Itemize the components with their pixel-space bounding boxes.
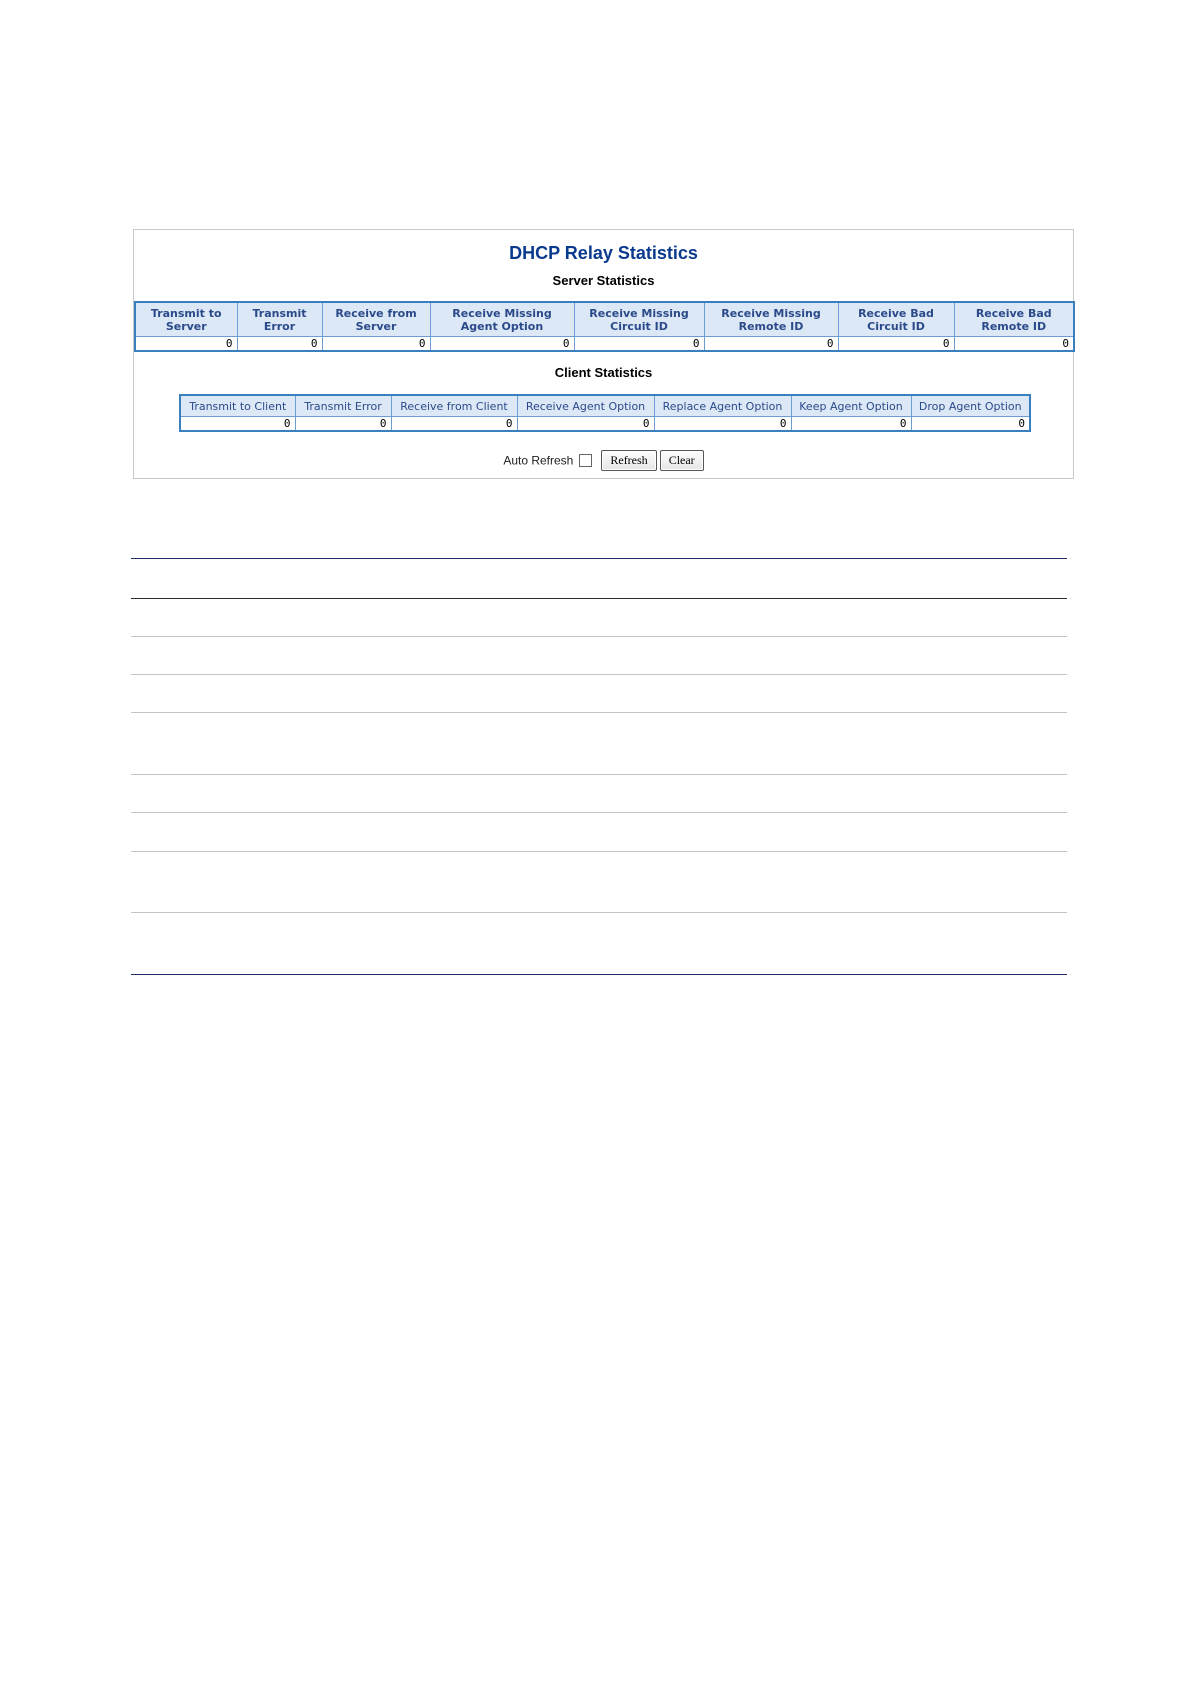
header-transmit-error: Transmit Error — [237, 302, 322, 337]
dhcp-relay-statistics-panel — [133, 229, 1074, 479]
refresh-controls — [134, 450, 1073, 471]
header-receive-agent-option: Receive Agent Option — [517, 395, 654, 417]
header-receive-bad-remote-id: Receive Bad Remote ID — [954, 302, 1074, 337]
server-statistics-heading: Server Statistics — [552, 273, 655, 288]
table-bottom-rule — [131, 974, 1067, 975]
value-receive-agent-option: 0 — [517, 417, 654, 432]
clear-button[interactable]: Clear — [660, 450, 704, 471]
table-row-divider — [131, 636, 1067, 637]
page-title: DHCP Relay Statistics — [509, 243, 698, 263]
value-receive-from-client: 0 — [391, 417, 517, 432]
server-statistics-table — [134, 301, 1075, 352]
table-header-rule — [131, 598, 1067, 599]
header-receive-from-server: Receive from Server — [322, 302, 430, 337]
value-transmit-error: 0 — [237, 337, 322, 352]
header-client-transmit-error: Transmit Error — [295, 395, 391, 417]
header-receive-bad-circuit-id: Receive Bad Circuit ID — [838, 302, 954, 337]
header-transmit-to-client: Transmit to Client — [180, 395, 295, 417]
header-receive-missing-circuit-id: Receive Missing Circuit ID — [574, 302, 704, 337]
value-transmit-to-client: 0 — [180, 417, 295, 432]
table-row-divider — [131, 912, 1067, 913]
header-receive-from-client: Receive from Client — [391, 395, 517, 417]
client-value-row — [180, 417, 1030, 432]
table-top-rule — [131, 558, 1067, 559]
header-drop-agent-option: Drop Agent Option — [911, 395, 1030, 417]
table-row-divider — [131, 851, 1067, 852]
client-statistics-table — [179, 394, 1031, 432]
value-drop-agent-option: 0 — [911, 417, 1030, 432]
value-receive-missing-agent-option: 0 — [430, 337, 574, 352]
server-header-row — [135, 302, 1074, 337]
server-value-row — [135, 337, 1074, 352]
table-row-divider — [131, 712, 1067, 713]
client-statistics-heading: Client Statistics — [554, 365, 653, 380]
header-transmit-to-server: Transmit to Server — [135, 302, 237, 337]
value-keep-agent-option: 0 — [791, 417, 911, 432]
header-receive-missing-remote-id: Receive Missing Remote ID — [704, 302, 838, 337]
client-header-row — [180, 395, 1030, 417]
refresh-button[interactable]: Refresh — [601, 450, 656, 471]
auto-refresh-checkbox[interactable] — [579, 454, 592, 467]
header-keep-agent-option: Keep Agent Option — [791, 395, 911, 417]
table-row-divider — [131, 812, 1067, 813]
value-receive-bad-remote-id: 0 — [954, 337, 1074, 352]
value-transmit-to-server: 0 — [135, 337, 237, 352]
table-row-divider — [131, 674, 1067, 675]
value-receive-missing-remote-id: 0 — [704, 337, 838, 352]
value-receive-bad-circuit-id: 0 — [838, 337, 954, 352]
header-replace-agent-option: Replace Agent Option — [654, 395, 791, 417]
value-client-transmit-error: 0 — [295, 417, 391, 432]
header-receive-missing-agent-option: Receive Missing Agent Option — [430, 302, 574, 337]
value-replace-agent-option: 0 — [654, 417, 791, 432]
value-receive-missing-circuit-id: 0 — [574, 337, 704, 352]
auto-refresh-label: Auto Refresh — [503, 453, 574, 468]
value-receive-from-server: 0 — [322, 337, 430, 352]
table-row-divider — [131, 774, 1067, 775]
